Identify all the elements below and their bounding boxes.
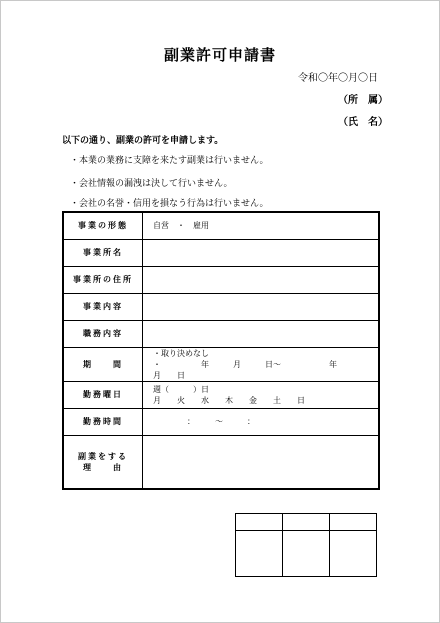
stamp-box[interactable] xyxy=(283,531,330,577)
row-reason xyxy=(63,435,379,489)
value-duty-content[interactable] xyxy=(143,320,380,347)
row-work-hours xyxy=(63,408,379,435)
date: 令和〇年〇月〇日 xyxy=(298,73,378,84)
value-work-hours[interactable]: ： ～ ： xyxy=(143,408,380,435)
period-line-1: ・取り決めなし xyxy=(153,348,209,358)
value-business-form[interactable]: 自営 ・ 雇用 xyxy=(143,212,380,239)
pledge-2: ・会社情報の漏洩は決して行いません。 xyxy=(70,179,233,189)
label-duty-content: 職務内容 xyxy=(63,320,143,347)
stamp-body-row xyxy=(236,531,377,577)
label-work-hours: 勤務時間 xyxy=(63,408,143,435)
name-label: （氏 名） xyxy=(338,117,388,128)
label-workdays: 勤務曜日 xyxy=(63,381,143,408)
affiliation-label: （所 属） xyxy=(338,95,388,106)
row-business-form xyxy=(63,212,379,239)
row-duty-content xyxy=(63,320,379,347)
approval-stamp-table xyxy=(235,513,377,577)
workdays-line-2: 月 火 水 木 金 土 日 xyxy=(153,395,305,405)
row-workdays xyxy=(63,381,379,408)
label-reason xyxy=(63,435,143,489)
reason-label-line-2: 理 由 xyxy=(83,462,123,472)
intro-text: 以下の通り、副業の許可を申請します。 xyxy=(62,136,224,146)
value-reason[interactable] xyxy=(143,435,380,489)
row-office-address xyxy=(63,266,379,293)
stamp-header-cell xyxy=(330,514,377,531)
stamp-box[interactable] xyxy=(330,531,377,577)
label-period: 期 間 xyxy=(63,347,143,381)
row-office-name xyxy=(63,239,379,266)
label-business-content: 事業内容 xyxy=(63,293,143,320)
document-title: 副業許可申請書 xyxy=(163,46,276,64)
period-line-3: 月 日 xyxy=(153,370,185,380)
stamp-box[interactable] xyxy=(236,531,283,577)
label-business-form: 事業の形態 xyxy=(63,212,143,239)
label-office-address: 事業所の住所 xyxy=(63,266,143,293)
application-table xyxy=(62,211,380,490)
workdays-line-1: 週（ ）日 xyxy=(153,384,209,394)
value-period[interactable] xyxy=(143,347,380,381)
period-line-2: ・ 年 月 日～ 年 xyxy=(153,359,337,369)
stamp-header-cell xyxy=(236,514,283,531)
value-business-content[interactable] xyxy=(143,293,380,320)
row-period xyxy=(63,347,379,381)
label-office-name: 事業所名 xyxy=(63,239,143,266)
stamp-header-cell xyxy=(283,514,330,531)
value-workdays[interactable] xyxy=(143,381,380,408)
value-office-address[interactable] xyxy=(143,266,380,293)
pledge-3: ・会社の名誉・信用を損なう行為は行いません。 xyxy=(70,199,269,209)
row-business-content xyxy=(63,293,379,320)
value-office-name[interactable] xyxy=(143,239,380,266)
reason-label-line-1: 副業をする xyxy=(78,451,128,461)
pledge-1: ・本業の業務に支障を来たす副業は行いません。 xyxy=(70,156,269,166)
stamp-header-row xyxy=(236,514,377,531)
